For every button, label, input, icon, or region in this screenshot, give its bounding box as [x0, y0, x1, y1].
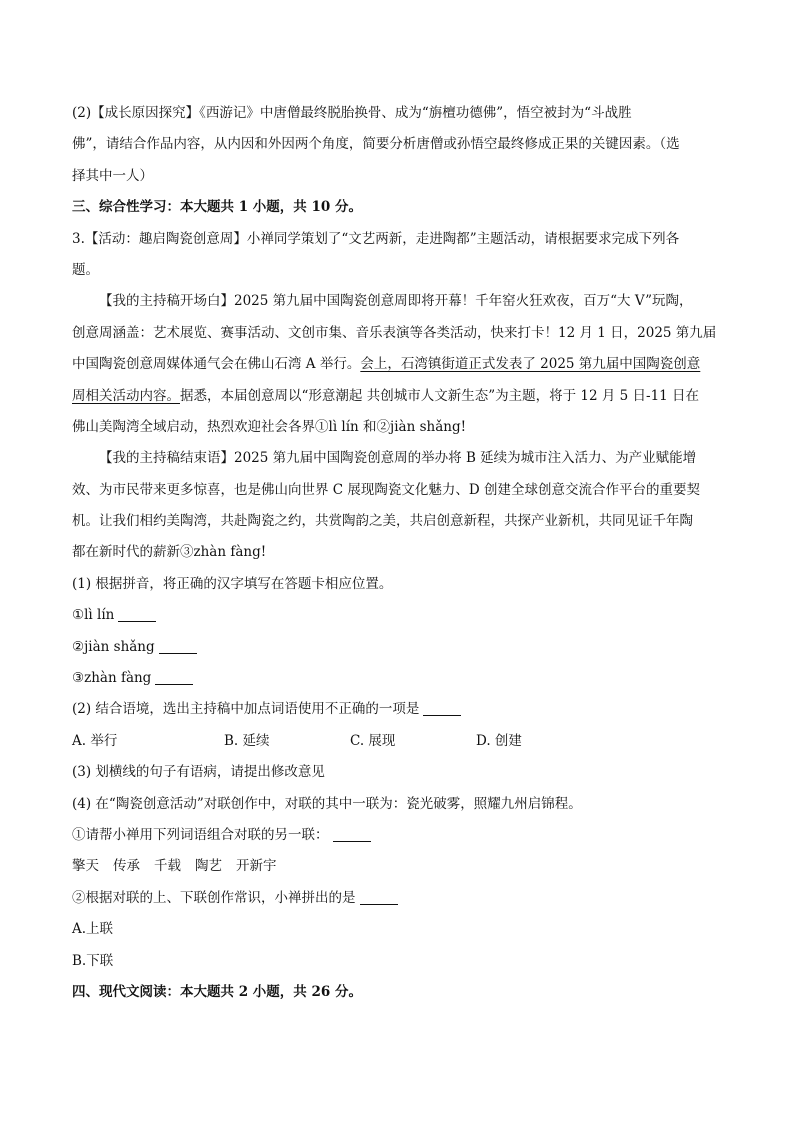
q2-line-2: 佛”，请结合作品内容，从内因和外因两个角度，简要分析唐僧或孙悟空最终修成正果的关键因素。（选	[72, 136, 680, 153]
word-5: 开新宇	[236, 858, 277, 875]
sub4-task-2-text: ②根据对联的上、下联创作常识，小禅拼出的是	[72, 889, 356, 906]
option-c: C. 展现	[350, 732, 396, 749]
word-4: 陶艺	[195, 858, 222, 875]
sub1-item-2-label: ②jiàn shǎng	[72, 638, 155, 655]
opening-line-4-text: 据悉，本届创意周以“形意潮起 共创城市人文新生态”为主题，将于 12 月 5 日-11 日在	[180, 387, 700, 404]
section-4-heading: 四、现代文阅读：本大题共 2 小题，共 26 分。	[72, 983, 362, 1000]
opening-line-2: 创意周涵盖：艺术展览、赛事活动、文创市集、音乐表演等各类活动，快来打卡！12 月 1 日，2025 第九届	[72, 324, 717, 341]
option-a: A. 举行	[72, 732, 118, 749]
word-3: 千载	[154, 858, 181, 875]
answer-blank	[423, 714, 461, 716]
sub2-options	[72, 726, 722, 757]
closing-line-3: 机。让我们相约美陶湾，共赴陶瓷之约，共赏陶韵之美，共启创意新程，共探产业新机，共同见证千年陶	[72, 513, 693, 530]
closing-line-4: 都在新时代的薪新③zhàn fàng!	[72, 544, 267, 561]
sub1-item-1	[72, 600, 722, 631]
underlined-sentence-part-2: 周相关活动内容。	[72, 387, 180, 404]
opening-line-1: 【我的主持稿开场白】2025 第九届中国陶瓷创意周即将开幕！千年窑火狂欢夜，百万“大 V”玩陶，	[99, 293, 693, 310]
section-3-heading: 三、综合性学习：本大题共 1 小题，共 10 分。	[72, 199, 362, 216]
answer-blank	[118, 620, 156, 622]
sub1-prompt: (1) 根据拼音，将正确的汉字填写在答题卡相应位置。	[72, 575, 393, 592]
closing-line-2: 效、为市民带来更多惊喜，也是佛山向世界 C 展现陶瓷文化魅力、D 创建全球创意交流合作平台的重要契	[72, 481, 701, 498]
q2-line-3: 择其中一人）	[72, 167, 153, 184]
q2-line-1: (2)【成长原因探究】《西游记》中唐僧最终脱胎换骨、成为“旃檀功德佛”，悟空被封为“斗战胜	[72, 105, 632, 121]
q3-intro-line-1: 3.【活动：趣启陶瓷创意周】小禅同学策划了“文艺两新，走进陶都”主题活动，请根据要求完成下列各	[72, 230, 680, 247]
answer-blank	[360, 903, 398, 905]
sub4-task-1	[72, 820, 722, 851]
word-2: 传承	[113, 858, 140, 875]
sub1-item-2	[72, 632, 722, 663]
opening-line-3	[72, 349, 722, 380]
choice-a: A.上联	[72, 921, 114, 938]
answer-blank	[155, 683, 193, 685]
sub4-task-1-text: ①请帮小禅用下列词语组合对联的另一联：	[72, 826, 329, 843]
underlined-sentence-part-1: 会上，石湾镇街道正式发表了 2025 第九届中国陶瓷创意	[360, 356, 701, 373]
sub2-prompt-text: (2) 结合语境，选出主持稿中加点词语使用不正确的一项是	[72, 701, 420, 718]
opening-line-3-text: 中国陶瓷创意周媒体通气会在佛山石湾 A 举行。	[72, 356, 361, 373]
sub2-prompt	[72, 694, 722, 725]
sub1-item-3-label: ③zhàn fàng	[72, 670, 152, 687]
sub4-task-2	[72, 883, 722, 914]
closing-line-1: 【我的主持稿结束语】2025 第九届中国陶瓷创意周的举办将 B 延续为城市注入活力、为产业赋能增	[99, 450, 697, 467]
sub1-item-1-label: ①lì lín	[72, 607, 115, 624]
option-d: D. 创建	[476, 732, 522, 749]
q3-intro-line-2: 题。	[72, 261, 99, 278]
document-page	[72, 98, 722, 1008]
sub4-prompt: (4) 在“陶瓷创意活动”对联创作中，对联的其中一联为：瓷光破雾，照耀九州启锦程。	[72, 795, 582, 812]
opening-line-5: 佛山美陶湾全域启动，热烈欢迎社会各界①lì lín 和②jiàn shǎng!	[72, 418, 467, 435]
word-list	[72, 851, 722, 882]
answer-blank	[333, 840, 371, 842]
opening-line-4	[72, 381, 722, 412]
sub1-item-3	[72, 663, 722, 694]
word-1: 擎天	[72, 858, 99, 875]
answer-blank	[159, 652, 197, 654]
option-b: B. 延续	[224, 732, 270, 749]
choice-b: B.下联	[72, 952, 114, 969]
sub3-prompt: (3) 划横线的句子有语病，请提出修改意见	[72, 764, 325, 781]
